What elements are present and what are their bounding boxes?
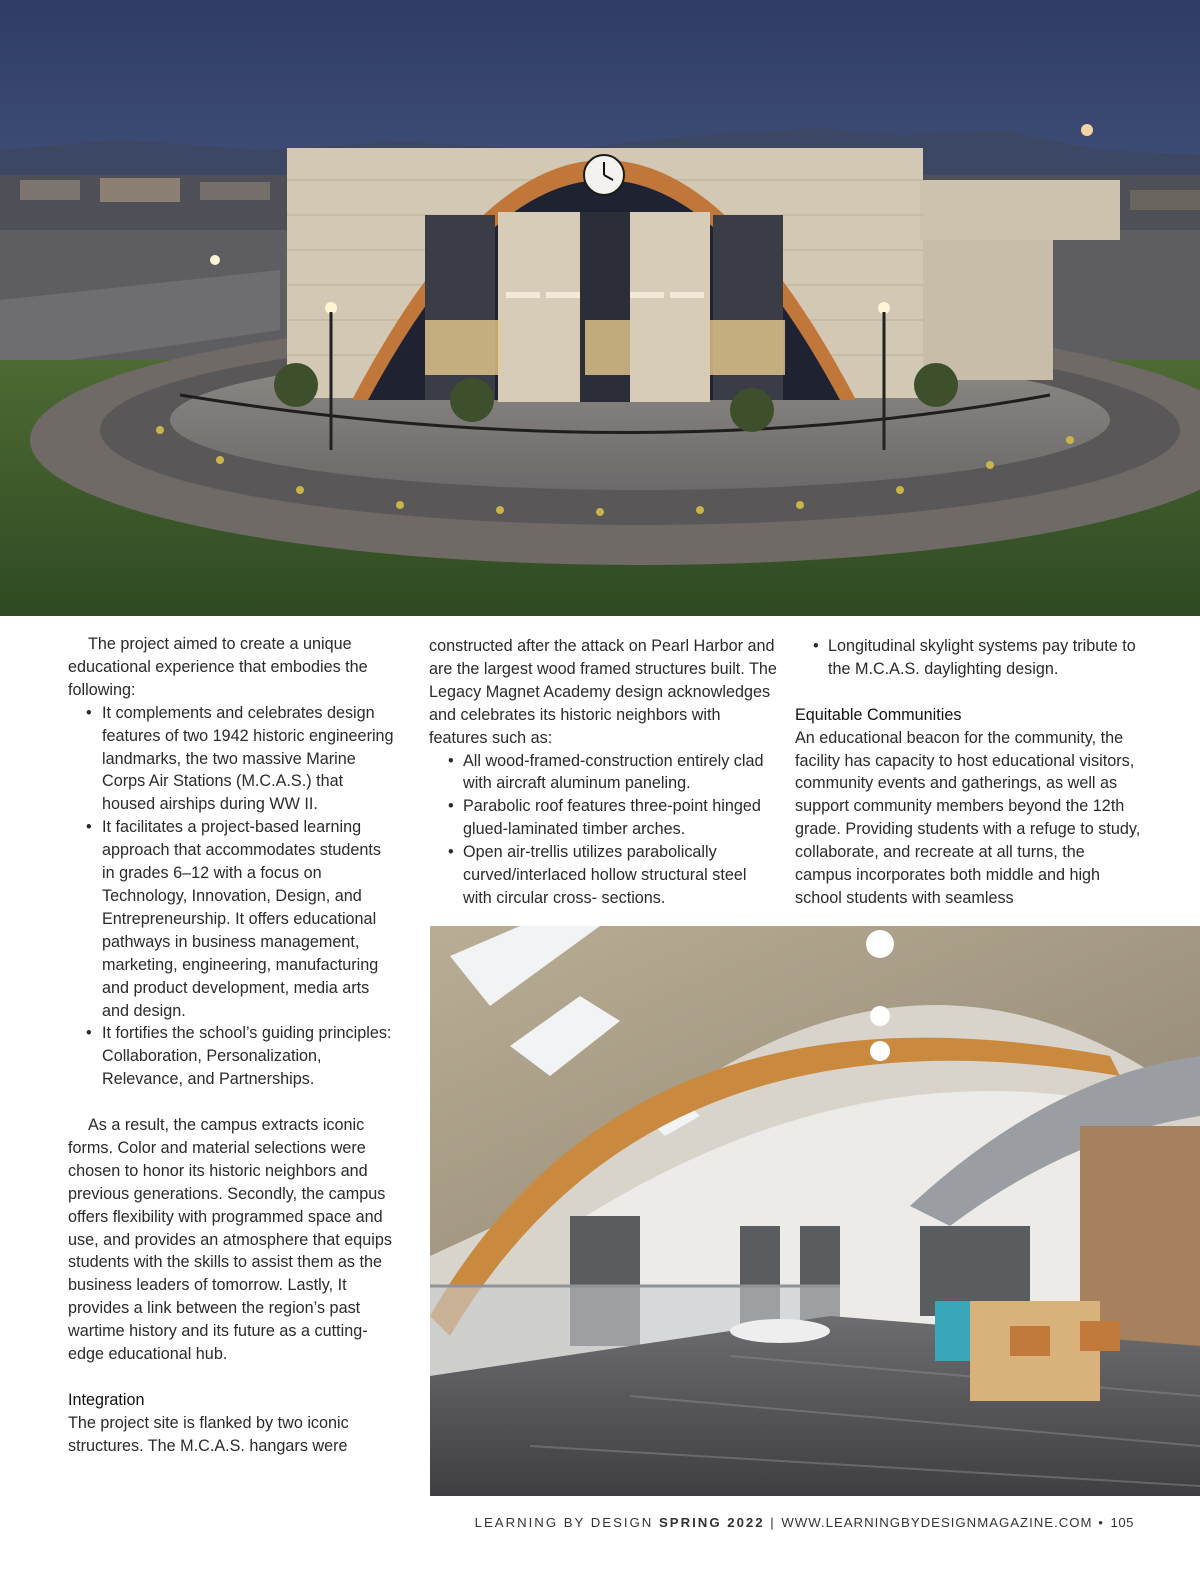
text-column-2 (429, 635, 779, 910)
intro-paragraph: The project aimed to create a unique educational experience that embodies the following: (68, 635, 368, 699)
hero-photo (0, 0, 1200, 616)
list-item: • Longitudinal skylight systems pay tribute to the M.C.A.S. daylighting design. (795, 635, 1145, 681)
spacer (795, 681, 1145, 704)
text-column-3 (795, 635, 1145, 910)
page-number: 105 (1110, 1515, 1134, 1530)
continuation-paragraph: constructed after the attack on Pearl Harbor and are the largest wood framed structures built. The Legacy Magnet Academy design acknowledges and celebrates its historic neighbors with features such as: (429, 637, 777, 747)
list-item: • It facilitates a project-based learning approach that accommodates students in grades 6–12 with a focus on Technology, Innovation, Design, and Entrepreneurship. It offers educational pathways in business management, marketing, engineering, manufacturing and product development, media arts and design. (68, 816, 398, 1022)
list-item: • It complements and celebrates design features of two 1942 historic engineering landmarks, the two massive Marine Corps Air Stations (M.C.A.S.) that housed airships during WW II. (68, 702, 398, 817)
magazine-name: LEARNING BY DESIGN (474, 1515, 654, 1530)
footer-bullet: • (1098, 1515, 1105, 1530)
list-item: • It fortifies the school’s guiding principles: Collaboration, Personalization, Relevance, and Partnerships. (68, 1022, 398, 1091)
spacer (68, 1091, 398, 1114)
equitable-paragraph: An educational beacon for the community, the facility has capacity to host educational visitors, community events and gatherings, as well as support community members beyond the 12th grade. Providing students with a refuge to study, collaborate, and recreate at all turns, the campus incorporates both middle and high school students with seamless (795, 728, 1141, 907)
result-paragraph: As a result, the campus extracts iconic forms. Color and material selections were chosen to honor its historic neighbors and previous generations. Secondly, the campus offers flexibility with programmed space and use, and provides an atmosphere that equips students with the skills to assist them as the business leaders of tomorrow. Lastly, It provides a link between the region’s past wartime history and its future as a cutting-edge educational hub. (68, 1116, 392, 1364)
text-column-1 (68, 633, 398, 1458)
goals-list (68, 702, 398, 1091)
interior-photo (430, 926, 1200, 1496)
magazine-url: WWW.LEARNINGBYDESIGNMAGAZINE.COM (781, 1515, 1093, 1530)
integration-heading: Integration (68, 1390, 145, 1409)
integration-paragraph: The project site is flanked by two iconic structures. The M.C.A.S. hangars were (68, 1413, 349, 1455)
spacer (68, 1366, 398, 1389)
list-item: • Open air-trellis utilizes parabolically curved/interlaced hollow structural steel with circular cross- sections. (429, 841, 779, 910)
page-footer (475, 1515, 1134, 1530)
equitable-heading: Equitable Communities (795, 705, 962, 724)
skylight-list (795, 635, 1145, 681)
list-item: • Parabolic roof features three-point hinged glued-laminated timber arches. (429, 795, 779, 841)
features-list (429, 750, 779, 910)
list-item: • All wood-framed-construction entirely clad with aircraft aluminum paneling. (429, 750, 779, 796)
issue-label: SPRING 2022 (659, 1515, 765, 1530)
footer-separator: | (770, 1515, 776, 1530)
